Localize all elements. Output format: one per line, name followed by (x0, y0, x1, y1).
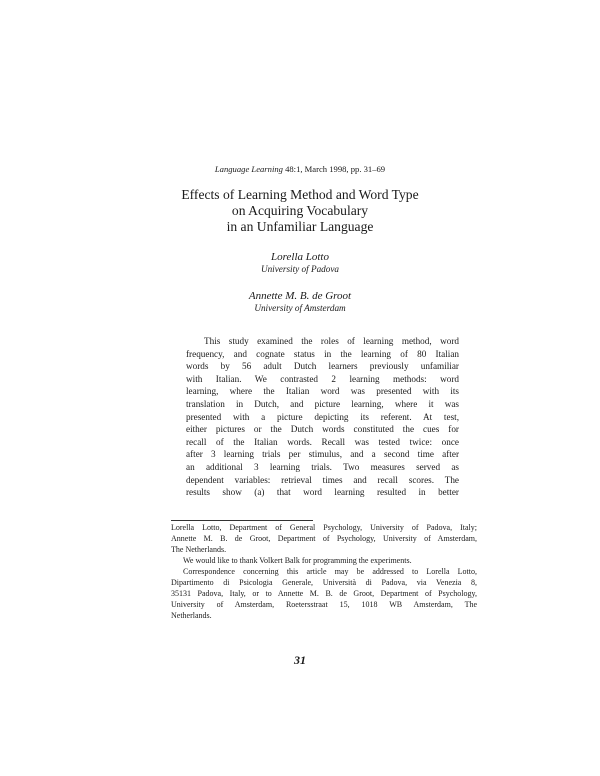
journal-volume-info: 48:1, March 1998, pp. 31–69 (282, 164, 386, 174)
footnote-line: Dipartimento di Psicologia Generale, Università di Padova, via Venezia 8, (171, 578, 477, 587)
abstract-line: learning, where the Italian word was presented with its (186, 386, 459, 397)
author-block (0, 251, 600, 275)
abstract-line: frequency, and cognate status in the learning of 80 Italian (186, 348, 459, 359)
footnote-line: University of Amsterdam, Roetersstraat 15, 1018 WB Amsterdam, The (171, 600, 477, 609)
footnote-line: Lorella Lotto, Department of General Psychology, University of Padova, Italy; (171, 523, 477, 532)
journal-name: Language Learning (214, 164, 283, 174)
abstract-line: dependent variables: retrieval times and recall scores. The (186, 474, 459, 485)
footnotes (171, 522, 477, 621)
abstract-line: with Italian. We contrasted 2 learning methods: word (186, 373, 459, 384)
footnote-line: Annette M. B. de Groot, Department of Psychology, University of Amsterdam, (171, 534, 477, 543)
abstract-line: an additional 3 learning trials. Two measures served as (186, 461, 459, 472)
title-line: Effects of Learning Method and Word Type (181, 187, 419, 202)
abstract-line: either pictures or the Dutch words constituted the cues for (186, 424, 459, 435)
article-title (0, 187, 600, 235)
footnote-divider (171, 520, 313, 521)
page-number: 31 (294, 653, 306, 667)
abstract-line: recall of the Italian words. Recall was tested twice: once (186, 436, 459, 447)
author-name: Lorella Lotto (271, 251, 329, 263)
abstract-line: translation in Dutch, and picture learning, where it was (186, 398, 459, 409)
footnote-line: Netherlands. (171, 611, 212, 620)
author-affiliation: University of Padova (260, 264, 340, 274)
abstract-line: after 3 learning trials per stimulus, and a second time after (186, 449, 459, 460)
author-affiliation: University of Amsterdam (254, 303, 346, 313)
footnote-line: Correspondence concerning this article may be addressed to Lorella Lotto, (183, 567, 477, 576)
journal-citation (0, 164, 600, 175)
title-line: on Acquiring Vocabulary (231, 203, 369, 218)
abstract-line: words by 56 adult Dutch learners previously unfamiliar (186, 361, 459, 372)
footnote-line: The Netherlands. (171, 545, 227, 554)
author-name: Annette M. B. de Groot (248, 290, 352, 302)
title-line: in an Unfamiliar Language (226, 219, 374, 234)
abstract-line: presented with a picture depicting its referent. At test, (186, 411, 459, 422)
footnote-line: 35131 Padova, Italy, or to Annette M. B. de Groot, Department of Psychology, (171, 589, 477, 598)
abstract (186, 335, 459, 499)
abstract-line: results show (a) that word learning resulted in better (186, 487, 459, 498)
abstract-line: This study examined the roles of learning method, word (204, 336, 459, 346)
footnote-line: We would like to thank Volkert Balk for programming the experiments. (183, 556, 412, 565)
author-block (0, 290, 600, 314)
